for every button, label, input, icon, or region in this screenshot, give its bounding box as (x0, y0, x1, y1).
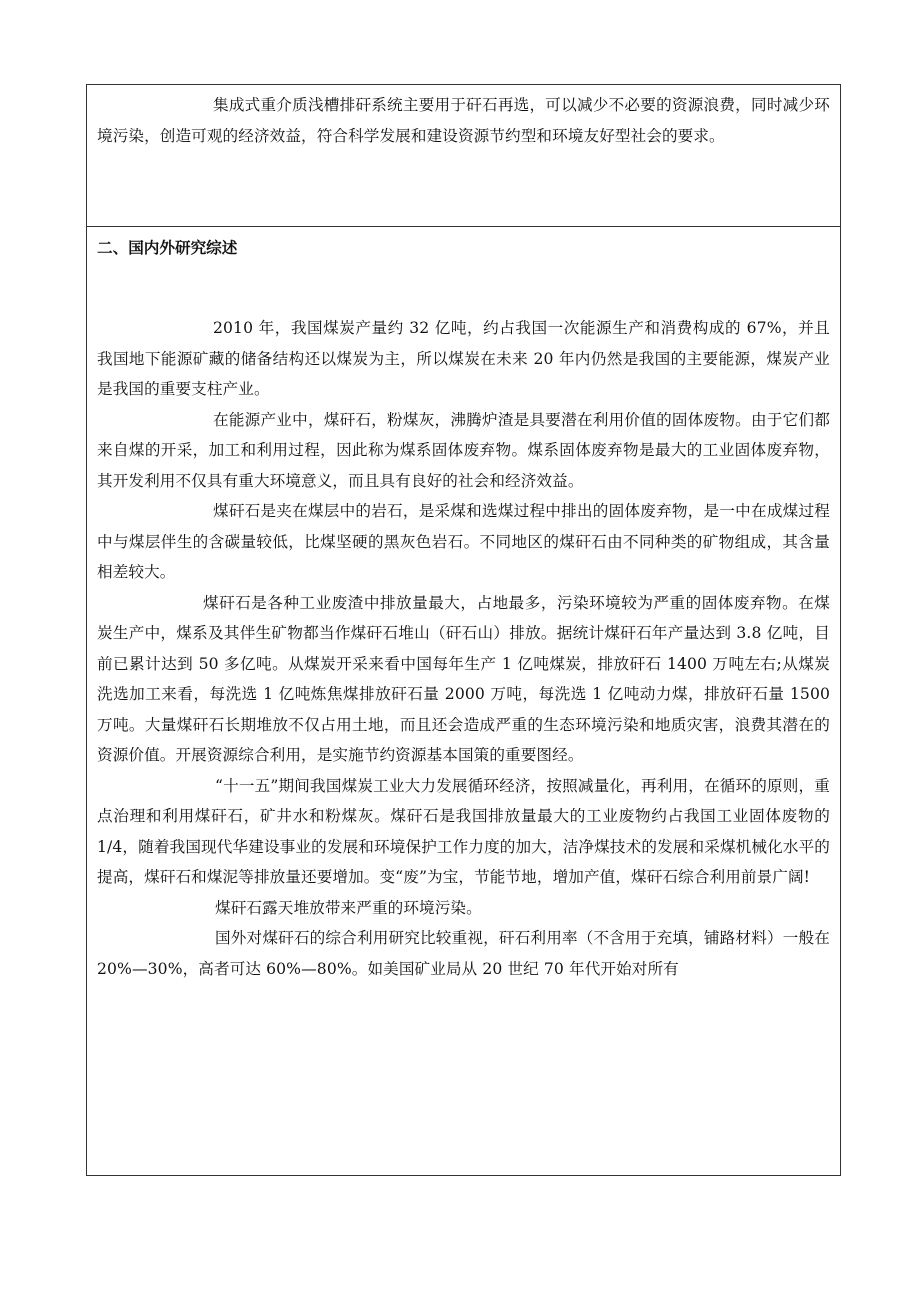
paragraph-gangue-definition: 煤矸石是夹在煤层中的岩石，是采煤和选煤过程中排出的固体废弃物，是一中在成煤过程中与煤层伴生的含碳量较低，比煤坚硬的黑灰色岩石。不同地区的煤矸石由不同种类的矿物组成，其含量相差较大。 (97, 502, 830, 581)
paragraph-solid-waste: 在能源产业中，煤矸石，粉煤灰，沸腾炉渣是具要潜在利用价值的固体废物。由于它们都来自煤的开采，加工和利用过程，因此称为煤系固体废弃物。煤系固体废弃物是最大的工业固体废弃物，其开发利用不仅具有重大环境意义，而且具有良好的社会和经济效益。 (97, 410, 830, 490)
document-table (86, 84, 841, 1176)
intro-cell (87, 85, 840, 227)
intro-paragraph: 集成式重介质浅槽排矸系统主要用于矸石再选，可以减少不必要的资源浪费，同时减少环境污染，创造可观的经济效益，符合科学发展和建设资源节约型和环境友好型社会的要求。 (97, 96, 830, 145)
paragraph-foreign-research: 国外对煤矸石的综合利用研究比较重视，矸石利用率（不含用于充填，铺路材料）一般在 20%—30%，高者可达 60%—80%。如美国矿业局从 20 世纪 70 年代开始对所有 (97, 929, 830, 978)
paragraph-five-year-plan: “十一五”期间我国煤炭工业大力发展循环经济，按照减量化，再利用，在循环的原则，重点治理和利用煤矸石，矿井水和粉煤灰。煤矸石是我国排放量最大的工业废物约占我国工业固体废物的 1/4，随着我国现代华建设事业的发展和环境保护工作力度的加大，洁净煤技术的发展和采煤机械化水平的提高，煤矸石和煤泥等排放量还要增加。变“废”为宝，节能节地，增加产值，煤矸石综合利用前景广阔! (97, 776, 830, 886)
paragraph-coal-output: 2010 年，我国煤炭产量约 32 亿吨，约占我国一次能源生产和消费构成的 67%，并且我国地下能源矿藏的储备结构还以煤炭为主，所以煤炭在未来 20 年内仍然是我国的主要能源，煤炭产业是我国的重要支柱产业。 (97, 319, 830, 398)
research-review-cell (87, 227, 840, 1175)
section-heading: 二、国内外研究综述 (97, 239, 238, 257)
paragraph-gangue-emission: 煤矸石是各种工业废渣中排放量最大，占地最多，污染环境较为严重的固体废弃物。在煤炭生产中，煤系及其伴生矿物都当作煤矸石堆山（矸石山）排放。据统计煤矸石年产量达到 3.8 亿吨，目前已累计达到 50 多亿吨。从煤炭开采来看中国每年生产 1 亿吨煤炭，排放矸石 1400 万吨左右;从煤炭洗选加工来看，每洗选 1 亿吨炼焦煤排放矸石量 2000 万吨，每洗选 1 亿吨动力煤，排放矸石量 1500 万吨。大量煤矸石长期堆放不仅占用土地，而且还会造成严重的生态环境污染和地质灾害，浪费其潜在的资源价值。开展资源综合利用，是实施节约资源基本国策的重要图经。 (97, 593, 830, 764)
spacer (97, 263, 830, 313)
paragraph-open-air-pollution: 煤矸石露天堆放带来严重的环境污染。 (215, 898, 482, 917)
